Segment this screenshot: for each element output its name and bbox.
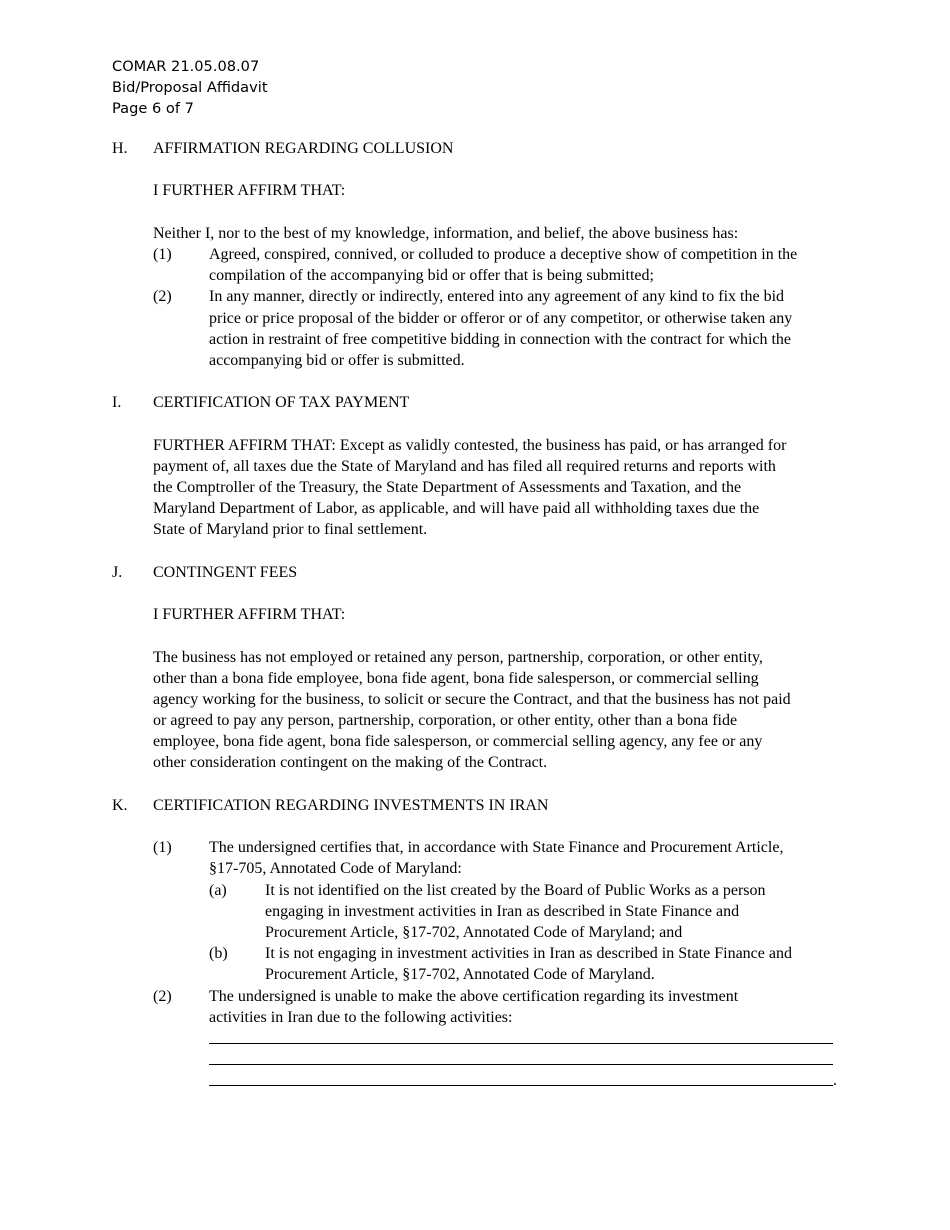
tax-paragraph-line: Maryland Department of Labor, as applicable, and will have paid all withholding taxes due the	[153, 500, 760, 518]
section-letter: J.	[112, 563, 123, 581]
affirm-statement: I FURTHER AFFIRM THAT:	[153, 182, 346, 200]
tax-paragraph-line: State of Maryland prior to final settlement.	[153, 521, 428, 539]
item-number: (1)	[153, 839, 172, 857]
collusion-intro: Neither I, nor to the best of my knowledge, information, and belief, the above business has:	[153, 224, 739, 242]
list-item: (1) Agreed, conspired, connived, or colluded to produce a deceptive show of competition in the	[153, 244, 842, 265]
page-number: Page 6 of 7	[112, 100, 194, 117]
tax-paragraph-line: payment of, all taxes due the State of Maryland and has filed all required returns and reports with	[153, 457, 776, 475]
item-number: (2)	[153, 288, 172, 306]
blank-fill-line[interactable]	[209, 1049, 842, 1070]
document-body: H. AFFIRMATION REGARDING COLLUSION I FURTHER AFFIRM THAT: Neither I, nor to the best of my knowledge, information, and belief, the above business has: (1) Agreed, conspired, connived, or colluded to produce a deceptive show of competition in the compilation of the accompanying bid or offer that is being submitted; (2) In any manner, directly or indirectly, entered into any agreement of any kind to fix the bid price or price proposal of the bidder or offeror or of any competitor, or otherwise taken any action in restraint of free competitive bidding in connection with the contract for which the accompanying bid or offer is submitted. I. CERTIFICATION OF TAX PAYMENT FURTHER AFFIRM THAT: Except as validly contested, the business has paid, or has arranged for payment of, all taxes due the State of Maryland and has filed all required returns and reports with the Comptroller of the Treasury, the State Department of Assessments and Taxation, and the Maryland Department of Labor, as applicable, and will have paid all withholding taxes due the State of Maryland prior to final settlement. J. CONTINGENT FEES I FURTHER AFFIRM THAT: The business has not employed or retained any person, partnership, corporation, or other entity, other than a bona fide employee, bona fide agent, bona fide salesperson, or commercial selling agency working for the business, to solicit or secure the Contract, and that the business has not paid or agreed to pay any person, partnership, corporation, or other entity, other than a bona fide employee, bona fide agent, bona fide salesperson, or commercial selling agency, any fee or any other consideration contingent on the making of the Contract. K. CERTIFICATION REGARDING INVESTMENTS IN IRAN (1) The undersigned certifies that, in accordance with State Finance and Procurement Article, §17-705, Annotated Code of Maryland: (a) It is not identified on the list created by the Board of Public Works as a person engaging in investment activities in Iran as described in State Finance and Procurement Article, §17-702, Annotated Code of Maryland; and (b) It is not engaging in investment activities in Iran as described in State Finance and Procurement Article, §17-702, Annotated Code of Maryland. (2) The undersigned is unable to make the above certification regarding its investment activities in Iran due to the following activities: .	[112, 138, 842, 1091]
section-i-heading	[112, 392, 842, 413]
sub-list-item: (b) It is not engaging in investment activities in Iran as described in State Finance and	[209, 943, 842, 964]
tax-paragraph-line: the Comptroller of the Treasury, the State Department of Assessments and Taxation, and the	[153, 479, 742, 496]
list-item: (2) In any manner, directly or indirectly, entered into any agreement of any kind to fix the bid	[153, 286, 842, 307]
page-header	[112, 56, 268, 119]
fees-paragraph-line: The business has not employed or retained any person, partnership, corporation, or other entity,	[153, 648, 763, 666]
section-letter: K.	[112, 796, 128, 814]
fees-paragraph-line: other consideration contingent on the making of the Contract.	[153, 754, 548, 772]
fees-paragraph-line: agency working for the business, to solicit or secure the Contract, and that the business has not paid	[153, 690, 791, 708]
sub-list-item: (a) It is not identified on the list created by the Board of Public Works as a person	[209, 880, 842, 901]
section-title: CERTIFICATION REGARDING INVESTMENTS IN IRAN	[153, 796, 549, 814]
section-title: AFFIRMATION REGARDING COLLUSION	[153, 140, 454, 157]
section-k-heading	[112, 795, 842, 816]
list-item: (1) The undersigned certifies that, in accordance with State Finance and Procurement Article,	[153, 837, 842, 858]
fees-paragraph-line: employee, bona fide agent, bona fide salesperson, or commercial selling agency, any fee or any	[153, 733, 763, 751]
item-number: (1)	[153, 245, 172, 263]
section-title: CONTINGENT FEES	[153, 563, 298, 581]
end-period: .	[833, 1072, 837, 1090]
sub-item-letter: (b)	[209, 945, 228, 963]
tax-paragraph-line: FURTHER AFFIRM THAT: Except as validly contested, the business has paid, or has arranged for	[153, 436, 787, 454]
fees-paragraph-line: other than a bona fide employee, bona fide agent, bona fide salesperson, or commercial selling	[153, 669, 759, 687]
section-h-heading	[112, 138, 842, 159]
section-title: CERTIFICATION OF TAX PAYMENT	[153, 394, 410, 412]
item-number: (2)	[153, 987, 172, 1005]
blank-fill-line[interactable]	[209, 1028, 842, 1049]
section-letter: I.	[112, 394, 122, 412]
form-title: Bid/Proposal Affidavit	[112, 79, 268, 96]
affirm-statement: I FURTHER AFFIRM THAT:	[153, 606, 346, 624]
blank-fill-line[interactable]	[209, 1070, 842, 1091]
list-item: (2) The undersigned is unable to make the above certification regarding its investment	[153, 986, 842, 1007]
section-letter: H.	[112, 140, 128, 157]
sub-item-letter: (a)	[209, 881, 227, 899]
regulation-citation: COMAR 21.05.08.07	[112, 58, 260, 75]
section-j-heading	[112, 562, 842, 583]
fees-paragraph-line: or agreed to pay any person, partnership, corporation, or other entity, other than a bona fide	[153, 712, 738, 730]
